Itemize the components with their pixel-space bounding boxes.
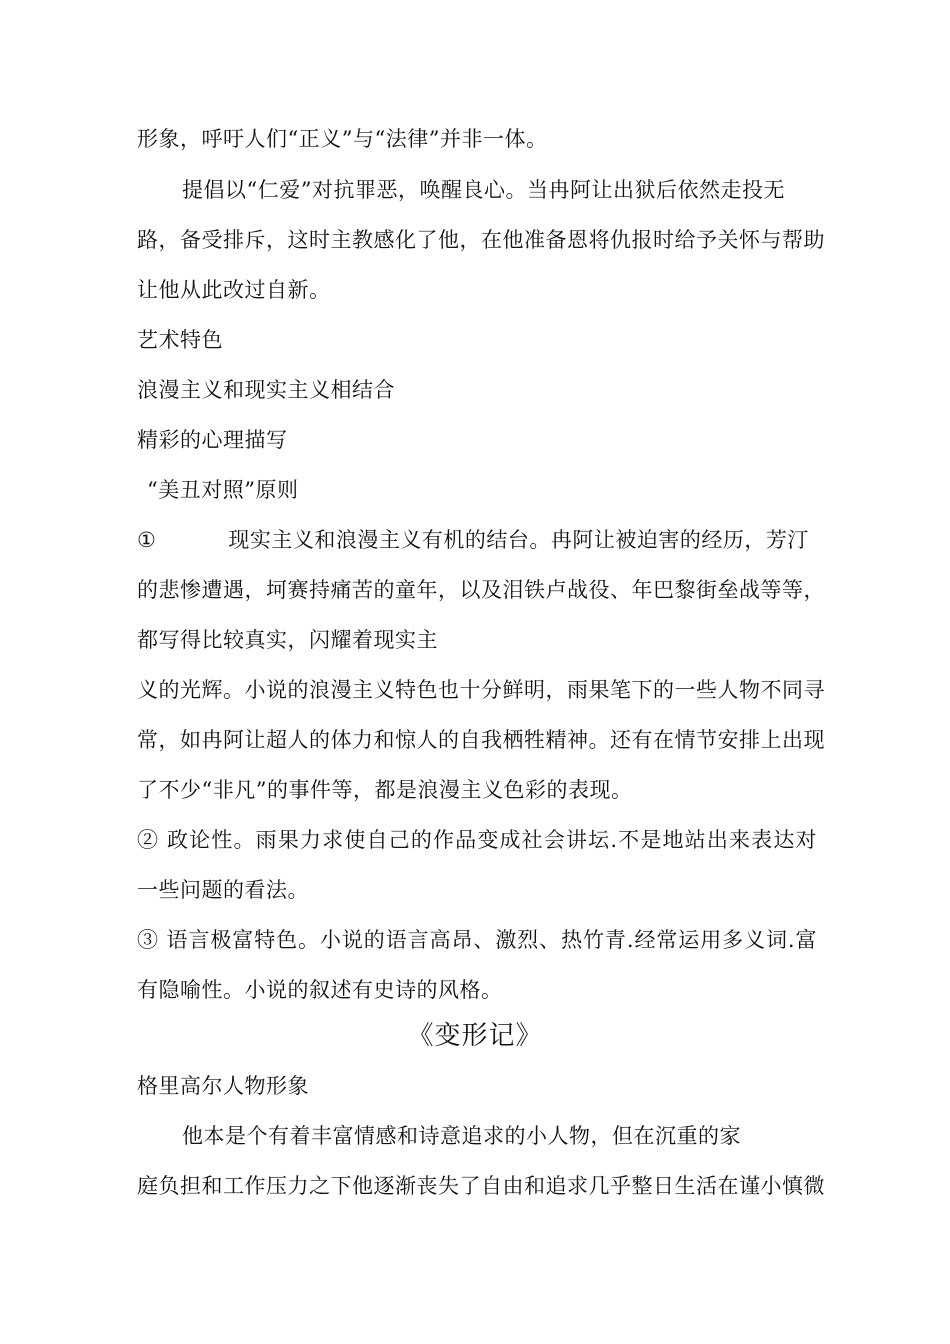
paragraph-line: 了不少“非凡”的事件等，都是浪漫主义色彩的表现。 xyxy=(137,778,633,802)
paragraph-line: 他本是个有着丰富情感和诗意追求的小人物，但在沉重的家 xyxy=(182,1124,741,1148)
numbered-item: ③ 语言极富特色。小说的语言高昂、激烈、热竹青.经常运用多义词.富 xyxy=(137,928,817,952)
paragraph-line: 义的光辉。小说的浪漫主义特色也十分鲜明，雨果笔下的一些人物不同寻 xyxy=(137,678,825,702)
paragraph-line: 路，备受排斥，这时主教感化了他，在他准备恩将仇报时给予关怀与帮助 xyxy=(137,228,825,252)
paragraph-line: 庭负担和工作压力之下他逐渐丧失了自由和追求几乎整日生活在谨小慎微 xyxy=(137,1174,825,1198)
section-heading: 艺术特色 xyxy=(137,328,223,352)
paragraph-line: 常，如冉阿让超人的体力和惊人的自我栖牲精神。还有在情节安排上出现 xyxy=(137,728,825,752)
item-number: ① xyxy=(137,528,157,552)
paragraph-line: 提倡以“仁爱”对抗罪恶，唤醒良心。当冉阿让出狱后依然走投无 xyxy=(182,178,785,202)
numbered-item: ② 政论性。雨果力求使自己的作品变成社会讲坛.不是地站出来表达对 xyxy=(137,828,817,852)
list-item: 精彩的心理描写 xyxy=(137,428,288,452)
section-heading: 格里高尔人物形象 xyxy=(137,1074,309,1098)
numbered-item xyxy=(137,526,809,554)
paragraph-line: 的悲惨遭遇，坷赛持痛苦的童年，以及泪铁卢战役、年巴黎街垒战等等， xyxy=(137,578,825,602)
paragraph-line: 让他从此改过自新。 xyxy=(137,278,331,302)
paragraph-line: 一些问题的看法。 xyxy=(137,878,309,902)
chapter-title: 《变形记》 xyxy=(407,1021,543,1051)
paragraph-line: 有隐喻性。小说的叙述有史诗的风格。 xyxy=(137,978,503,1002)
item-text: 现实主义和浪漫主义有机的结台。冉阿让被迫害的经历，芳汀 xyxy=(228,528,809,552)
list-item: “美丑对照”原则 xyxy=(147,478,299,502)
list-item: 浪漫主义和现实主义相结合 xyxy=(137,378,395,402)
paragraph-line: 形象，呼吁人们“正义”与“法律”并非一体。 xyxy=(137,127,548,151)
paragraph-line: 都写得比较真实，闪耀着现实主 xyxy=(137,628,438,652)
